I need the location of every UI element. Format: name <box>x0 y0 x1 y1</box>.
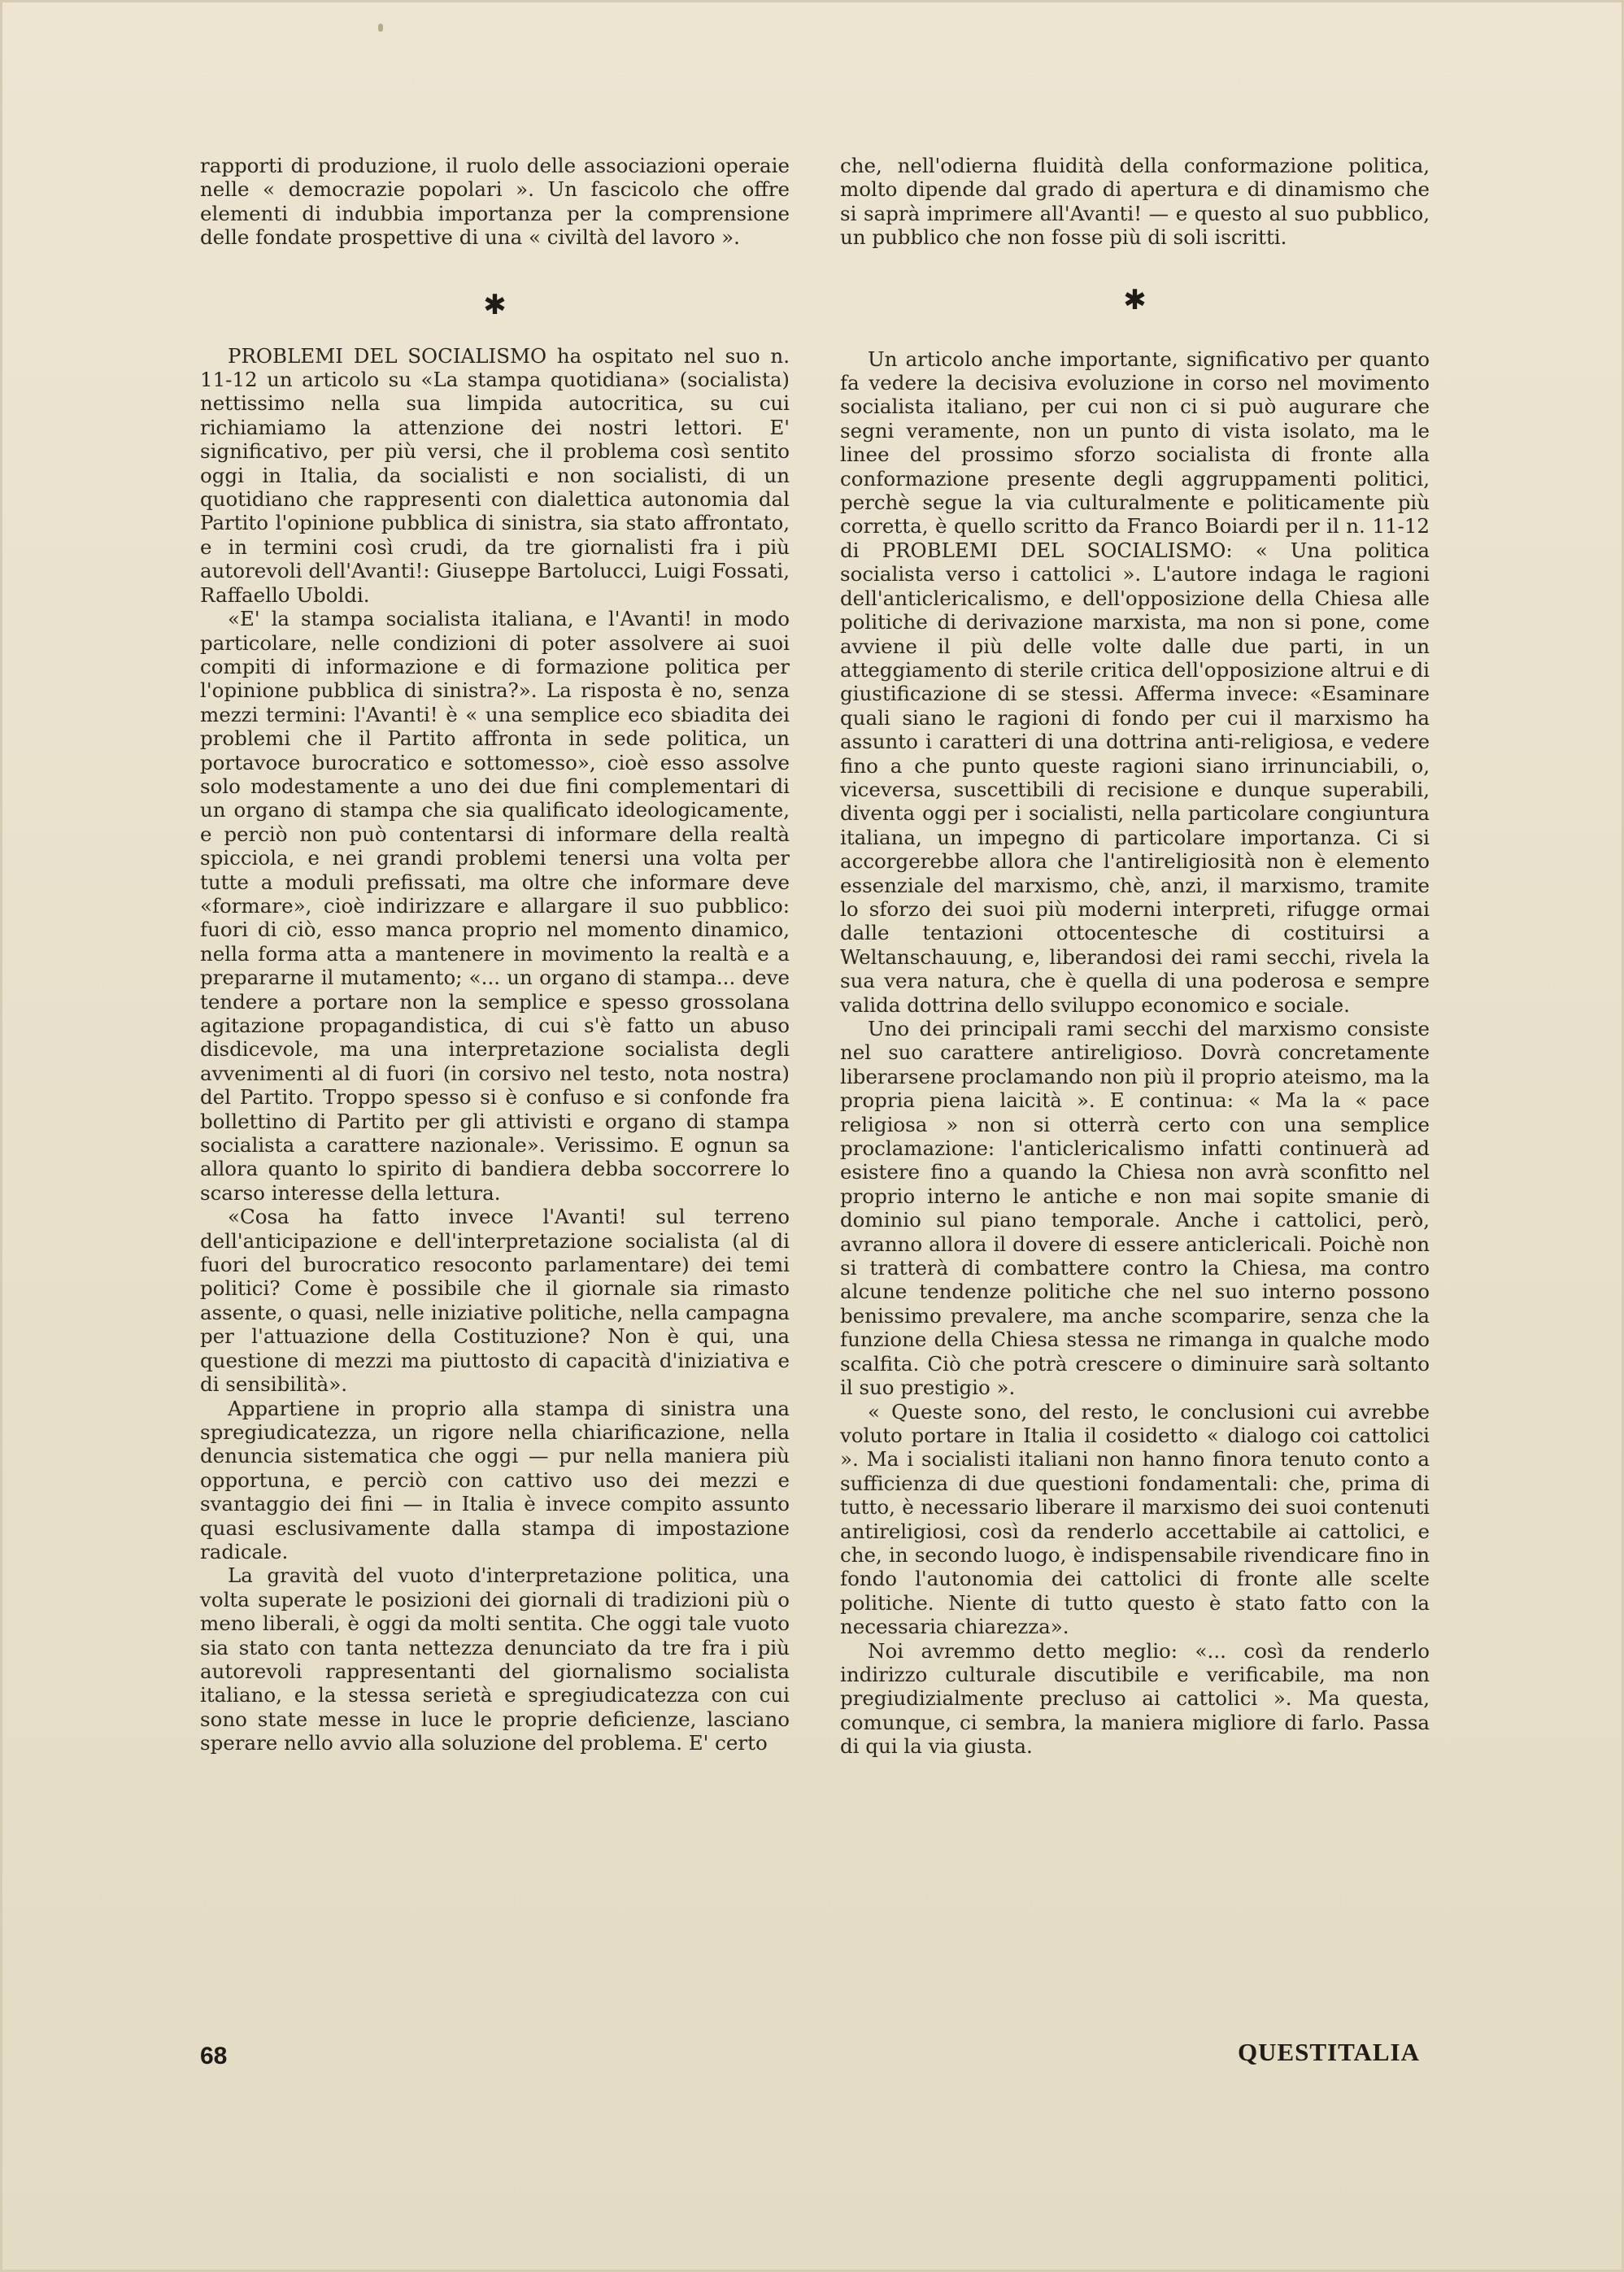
left-paragraph-1: PROBLEMI DEL SOCIALISMO ha ospitato nel suo n. 11-12 un articolo su «La stampa quotidiana» (socialista) nettissimo nella sua limpida autocritica, su cui richiamiamo la attenzione dei nostri lettori. E' significativo, per più versi, che il problema così sentito oggi in Italia, da socialisti e non socialisti, di un quotidiano che rappresenti con dialettica autonomia dal Partito l'opinione pubblica di sinistra, sia stato affrontato, e in termini così crudi, da tre giornalisti fra i più autorevoli dell'Avanti!: Giuseppe Bartolucci, Luigi Fossati, Raffaello Uboldi. <box>200 343 790 607</box>
right-column <box>840 154 1430 1759</box>
page-blemish <box>378 24 383 32</box>
page-number: 68 <box>200 2043 228 2069</box>
left-paragraph-2: «E' la stampa socialista italiana, e l'Avanti! in modo particolare, nelle condizioni di poter assolvere ai suoi compiti di informazione e di formazione politica per l'opinione pubblica di sinistra?». La risposta è no, senza mezzi termini: l'Avanti! è « una semplice eco sbiadita dei problemi che il Partito affronta in sede politica, un portavoce burocratico e sottomesso», cioè esso assolve solo modestamente a uno dei due fini complementari di un organo di stampa che sia qualificato ideologicamente, e perciò non può contentarsi di informare della realtà spicciola, e nei grandi problemi tenersi una volta per tutte a moduli prefissati, ma oltre che informare deve «formare», cioè indirizzare e allargare il suo pubblico: fuori di ciò, esso manca proprio nel momento dinamico, nella forma atta a mantenere in movimento la realtà e a prepararne il mutamento; «... un organo di stampa... deve tendere a portare non la semplice e spesso grossolana agitazione propagandistica, di cui s'è fatto un abuso disdicevole, ma una interpretazione socialista degli avvenimenti al di fuori (in corsivo nel testo, nota nostra) del Partito. Troppo spesso si è confuso e si confonde fra bollettino di Partito per gli attivisti e organo di stampa socialista a carattere nazionale». Verissimo. E ognun sa allora quanto lo spirito di bandiera debba soccorrere lo scarso interesse della lettura. <box>200 607 790 1205</box>
separator-asterisk: ✱ <box>483 288 507 321</box>
magazine-title: QUESTITALIA <box>1237 2038 1420 2066</box>
right-paragraph-2: Uno dei principali rami secchi del marxismo consiste nel suo carattere antireligioso. Dovrà concretamente liberarsene proclamando non più il proprio ateismo, ma la propria piena laicità ». E continua: « Ma la « pace religiosa » non si otterrà certo con una semplice proclamazione: l'anticlericalismo infatti continuerà ad esistere fino a quando la Chiesa non avrà sconfitto nel proprio interno le antiche e non mai sopite smanie di dominio sul piano temporale. Anche i cattolici, però, avranno allora il dovere di essere anticlericali. Poichè non si tratterà di combattere contro la Chiesa, ma contro alcune tendenze politiche che nel suo interno possono benissimo prevalere, ma anche scomparire, senza che la funzione della Chiesa stessa ne rimanga in qualche modo scalfita. Ciò che potrà crescere o diminuire sarà soltanto il suo prestigio ». <box>840 1017 1430 1400</box>
left-paragraph-4: Appartiene in proprio alla stampa di sinistra una spregiudicatezza, un rigore nella chiarificazione, nella denuncia sistematica che oggi — pur nella maniera più opportuna, e perciò con cattivo uso dei mezzi e svantaggio dei fini — in Italia è invece compito assunto quasi esclusivamente dalla stampa di impostazione radicale. <box>200 1396 790 1563</box>
right-paragraph-1: Un articolo anche importante, significativo per quanto fa vedere la decisiva evoluzione in corso nel movimento socialista italiano, per cui non ci si può augurare che segni veramente, non un punto di vista isolato, ma le linee del prossimo sforzo socialista di fronte alla conformazione presente degli aggruppamenti politici, perchè segue la via culturalmente e politicamente più corretta, è quello scritto da Franco Boiardi per il n. 11-12 di PROBLEMI DEL SOCIALISMO: « Una politica socialista verso i cattolici ». L'autore indaga le ragioni dell'anticlericalismo, e dell'opposizione della Chiesa alle politiche di derivazione marxista, ma non si pone, come avviene il più delle volte dalle due parti, in un atteggiamento di sterile critica dell'opposizione altrui e di giustificazione di se stessi. Afferma invece: «Esaminare quali siano le ragioni di fondo per cui il marxismo ha assunto i caratteri di una dottrina anti-religiosa, e vedere fino a che punto queste ragioni siano irrinunciabili, o, viceversa, suscettibili di recisione e dunque superabili, diventa oggi per i socialisti, nella particolare congiuntura italiana, un impegno di particolare importanza. Ci si accorgerebbe allora che l'antireligiosità non è elemento essenziale del marxismo, chè, anzi, il marxismo, tramite lo sforzo dei suoi più moderni interpreti, rifugge ormai dalle tentazioni ottocentesche di costituirsi a Weltanschauung, e, liberandosi dei rami secchi, rivela la sua vera natura, che è quella di una poderosa e sempre valida dottrina dello sviluppo economico e sociale. <box>840 347 1430 1017</box>
left-paragraph-5: La gravità del vuoto d'interpretazione politica, una volta superate le posizioni dei giornali di tradizioni più o meno liberali, è oggi da molti sentita. Che oggi tale vuoto sia stato con tanta nettezza denunciato da tre fra i più autorevoli rappresentanti del giornalismo socialista italiano, e la stessa serietà e spregiudicatezza con cui sono state messe in luce le proprie deficienze, lasciano sperare nello avvio alla soluzione del problema. E' certo <box>200 1563 790 1755</box>
left-paragraph-3: «Cosa ha fatto invece l'Avanti! sul terreno dell'anticipazione e dell'interpretazione socialista (al di fuori del burocratico resoconto parlamentare) dei temi politici? Come è possibile che il giornale sia rimasto assente, o quasi, nelle iniziative politiche, nella campagna per l'attuazione della Costituzione? Non è qui, una questione di mezzi ma piuttosto di capacità d'iniziativa e di sensibilità». <box>200 1205 790 1397</box>
left-intro: rapporti di produzione, il ruolo delle associazioni operaie nelle « democrazie popolari ». Un fascicolo che offre elementi di indubbia importanza per la comprensione delle fondate prospettive di una « civiltà del lavoro ». <box>200 154 790 250</box>
right-paragraph-4: Noi avremmo detto meglio: «... così da renderlo indirizzo culturale discutibile e verificabile, ma non pregiudizialmente precluso ai cattolici ». Ma questa, comunque, ci sembra, la maniera migliore di farlo. Passa di qui la via giusta. <box>840 1638 1430 1759</box>
separator-asterisk: ✱ <box>1123 283 1147 316</box>
left-column <box>200 154 790 1755</box>
right-paragraph-3: « Queste sono, del resto, le conclusioni cui avrebbe voluto portare in Italia il cosidetto « dialogo coi cattolici ». Ma i socialisti italiani non hanno finora tenuto conto a sufficienza di due questioni fondamentali: che, prima di tutto, è necessario liberare il marxismo dei suoi contenuti antireligiosi, così da renderlo accettabile ai cattolici, e che, in secondo luogo, è indispensabile rivendicare fino in fondo l'autonomia dei cattolici di fronte alle scelte politiche. Niente di tutto questo è stato fatto con la necessaria chiarezza». <box>840 1399 1430 1639</box>
right-intro: che, nell'odierna fluidità della conformazione politica, molto dipende dal grado di apertura e di dinamismo che si saprà imprimere all'Avanti! — e questo al suo pubblico, un pubblico che non fosse più di soli iscritti. <box>840 154 1430 250</box>
